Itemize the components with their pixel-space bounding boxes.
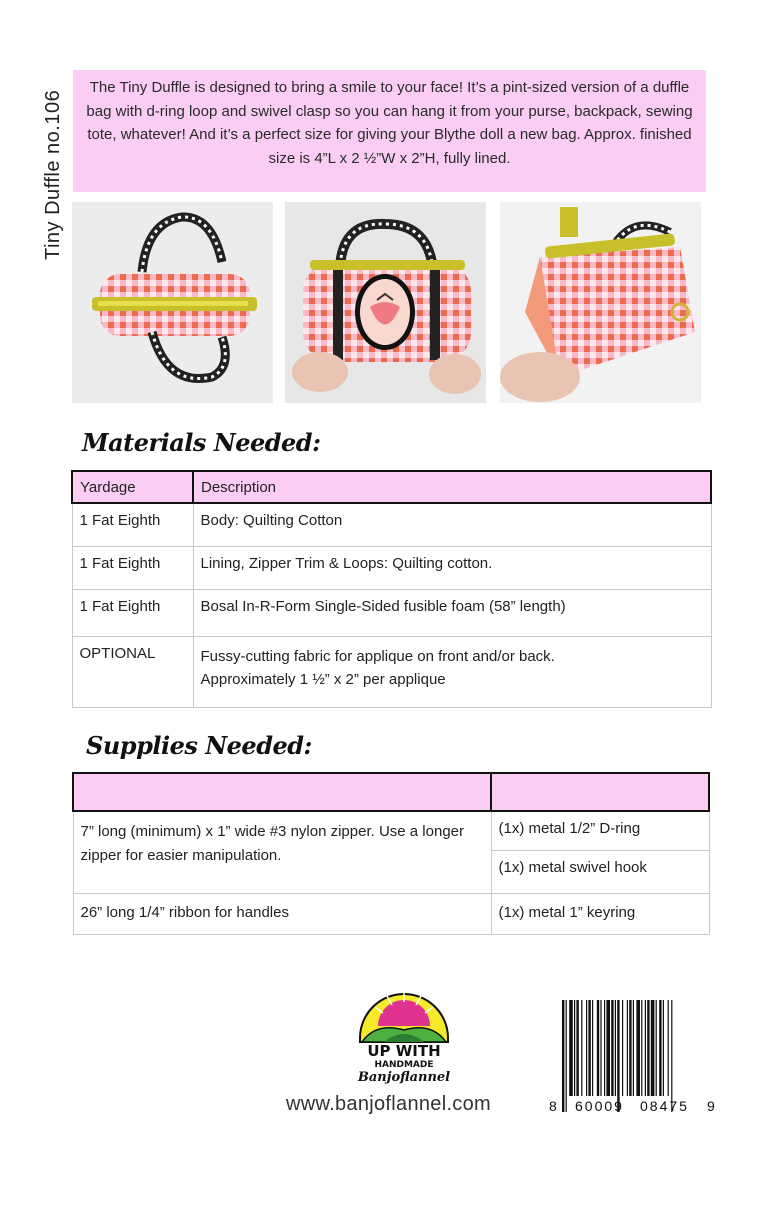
table-row: [72, 637, 711, 708]
description-line: Approximately 1 ½” x 2” per applique: [200, 671, 446, 688]
header-yardage: Yardage: [72, 471, 193, 503]
table-row: [72, 590, 711, 637]
barcode-bar: [659, 1000, 661, 1096]
barcode-bar: [633, 1000, 634, 1096]
cell-supply: (1x) metal swivel hook: [491, 851, 709, 894]
barcode-bar: [588, 1000, 590, 1096]
barcode-bar: [597, 1000, 599, 1096]
barcode-bar: [581, 1000, 582, 1096]
header-description: Description: [193, 471, 711, 503]
cell-description: Lining, Zipper Trim & Loops: Quilting cotton.: [193, 547, 711, 590]
header-empty: [73, 773, 491, 811]
materials-table: [71, 470, 712, 708]
barcode-bar: [671, 1000, 672, 1112]
barcode-bar: [604, 1000, 605, 1096]
barcode-bar: [641, 1000, 642, 1096]
barcode-bar: [611, 1000, 613, 1096]
barcode-digits: 08475: [640, 1098, 689, 1114]
barcode-bar: [592, 1000, 593, 1096]
cell-supply: (1x) metal 1/2” D-ring: [491, 811, 709, 851]
barcode-digits: 60009: [575, 1098, 624, 1114]
cell-description: [193, 637, 711, 708]
photo-side-view: [500, 202, 701, 403]
barcode-bar: [627, 1000, 628, 1096]
supplies-heading: Supplies Needed:: [86, 731, 312, 760]
barcode-bar: [668, 1000, 669, 1096]
supplies-table: [72, 772, 710, 935]
cell-supply: (1x) metal 1” keyring: [491, 894, 709, 935]
intro-panel: The Tiny Duffle is designed to bring a smile to your face! It’s a pint-sized version of a duffle bag with d-ring loop and swivel clasp so you can hang it from your purse, backpack, sewing tote, whatever! And it’s a perfect size for giving your Blythe doll a new bag. Approx. finished size is 4”L x 2 ½”W x 2”H, fully lined.: [73, 70, 706, 192]
barcode-bar: [606, 1000, 610, 1096]
barcode-bar: [647, 1000, 649, 1096]
barcode-digit: 9: [707, 1098, 715, 1114]
barcode-bar: [586, 1000, 587, 1096]
up-with-handmade-logo: [356, 986, 452, 1086]
description-line: Fussy-cutting fabric for applique on front and/or back.: [200, 648, 555, 665]
barcode-bar: [574, 1000, 575, 1096]
barcode-bar: [566, 1000, 567, 1112]
table-row: [73, 894, 709, 935]
cell-supply: 7” long (minimum) x 1” wide #3 nylon zipper. Use a longer zipper for easier manipulation.: [73, 811, 491, 894]
table-row: [72, 547, 711, 590]
barcode-bar: [622, 1000, 623, 1096]
barcode-bar: [615, 1000, 616, 1096]
cell-yardage: 1 Fat Eighth: [72, 503, 193, 547]
barcode-bar: [617, 1000, 619, 1112]
logo-line1: UP WITH: [367, 1042, 441, 1060]
logo-line3: Banjoflannel: [357, 1070, 451, 1085]
cell-description: Bosal In-R-Form Single-Sided fusible foam (58” length): [193, 590, 711, 637]
cell-yardage: OPTIONAL: [72, 637, 193, 708]
header-empty: [491, 773, 709, 811]
barcode: [548, 1000, 718, 1118]
cell-yardage: 1 Fat Eighth: [72, 547, 193, 590]
cell-description: Body: Quilting Cotton: [193, 503, 711, 547]
barcode-bar: [600, 1000, 601, 1096]
barcode-bar: [663, 1000, 664, 1096]
photo-front-view: [285, 202, 486, 403]
supplies-header-row: [73, 773, 709, 811]
barcode-bar: [636, 1000, 640, 1096]
materials-heading: Materials Needed:: [82, 428, 321, 457]
cell-yardage: 1 Fat Eighth: [72, 590, 193, 637]
materials-header-row: [72, 471, 711, 503]
barcode-bar: [562, 1000, 564, 1112]
barcode-bar: [651, 1000, 655, 1096]
barcode-digit: 8: [549, 1098, 557, 1114]
table-row: [72, 503, 711, 547]
photo-top-view: [72, 202, 273, 403]
barcode-bar: [629, 1000, 631, 1096]
barcode-bar: [645, 1000, 646, 1096]
side-title: Tiny Duffle no.106: [42, 89, 64, 260]
table-row: [73, 811, 709, 851]
barcode-bar: [569, 1000, 573, 1096]
barcode-bar: [576, 1000, 578, 1096]
website-url[interactable]: www.banjoflannel.com: [286, 1093, 491, 1115]
logo-line2: HANDMADE: [374, 1060, 434, 1070]
cell-supply: 26” long 1/4” ribbon for handles: [73, 894, 491, 935]
barcode-bar: [656, 1000, 657, 1096]
